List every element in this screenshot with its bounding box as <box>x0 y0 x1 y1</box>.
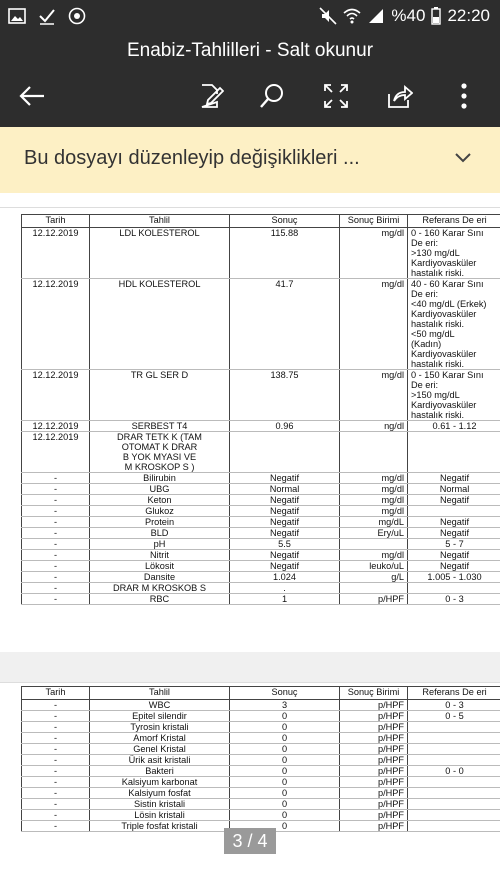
cell-unit: p/HPF <box>340 722 408 733</box>
app-bar <box>0 34 500 127</box>
cell-reference <box>408 777 500 788</box>
wifi-icon <box>343 7 361 25</box>
cell-unit <box>340 539 408 550</box>
cell-reference: 40 - 60 Karar Sını De eri: <40 mg/dL (Erkek) Kardiyovasküler hastalık riski. <50 mg/dL (Kadın) Kardiyovasküler hastalık riski. <box>408 279 500 370</box>
cell-reference <box>408 432 500 473</box>
status-bar <box>0 0 500 34</box>
table-row <box>22 473 500 484</box>
table-row <box>22 561 500 572</box>
more-icon <box>450 82 478 110</box>
cell-reference: Negatif <box>408 528 500 539</box>
cell-date: - <box>22 539 90 550</box>
cell-unit: p/HPF <box>340 799 408 810</box>
cell-test: Ürik asit kristali <box>90 755 230 766</box>
cell-reference: 0.61 - 1.12 <box>408 421 500 432</box>
cell-unit: mg/dl <box>340 370 408 421</box>
cell-unit: mg/dL <box>340 517 408 528</box>
col-tahlil: Tahlil <box>90 687 230 700</box>
cell-reference <box>408 744 500 755</box>
cell-test: SERBEST T4 <box>90 421 230 432</box>
col-referans: Referans De eri <box>408 687 500 700</box>
cell-unit: p/HPF <box>340 777 408 788</box>
cell-unit: mg/dl <box>340 484 408 495</box>
cell-unit: p/HPF <box>340 810 408 821</box>
share-button[interactable] <box>381 78 417 114</box>
cell-date: - <box>22 777 90 788</box>
cell-result: 1 <box>230 594 340 605</box>
cell-test: WBC <box>90 700 230 711</box>
cell-result: 1.024 <box>230 572 340 583</box>
table-row <box>22 799 500 810</box>
page-indicator: 3 / 4 <box>224 828 276 854</box>
cell-date: - <box>22 722 90 733</box>
cell-date: - <box>22 473 90 484</box>
table-row <box>22 788 500 799</box>
cell-test: Lösin kristali <box>90 810 230 821</box>
cell-test: BLD <box>90 528 230 539</box>
cell-date: - <box>22 733 90 744</box>
cell-unit <box>340 583 408 594</box>
cell-unit: leuko/uL <box>340 561 408 572</box>
table-row <box>22 370 500 421</box>
cell-unit: p/HPF <box>340 821 408 832</box>
signal-icon <box>367 7 385 25</box>
cell-unit: p/HPF <box>340 788 408 799</box>
col-tarih: Tarih <box>22 215 90 228</box>
cell-unit: mg/dl <box>340 550 408 561</box>
cell-date: 12.12.2019 <box>22 370 90 421</box>
table-row <box>22 572 500 583</box>
cell-result: 0 <box>230 810 340 821</box>
edit-banner[interactable] <box>0 127 500 193</box>
document-title: Enabiz-Tahlilleri - Salt okunur <box>0 40 500 62</box>
image-icon <box>8 7 26 25</box>
cell-result <box>230 432 340 473</box>
search-button[interactable] <box>254 78 290 114</box>
table-row <box>22 228 500 279</box>
cell-unit: mg/dl <box>340 279 408 370</box>
cell-date: - <box>22 495 90 506</box>
cell-date: - <box>22 528 90 539</box>
table-row <box>22 432 500 473</box>
cell-date: - <box>22 583 90 594</box>
cell-date: - <box>22 572 90 583</box>
cell-date: - <box>22 810 90 821</box>
cell-reference: Negatif <box>408 550 500 561</box>
cell-reference: Negatif <box>408 561 500 572</box>
cell-unit: mg/dl <box>340 506 408 517</box>
cell-reference <box>408 733 500 744</box>
table-row <box>22 777 500 788</box>
col-tahlil: Tahlil <box>90 215 230 228</box>
col-sonuc-birimi: Sonuç Birimi <box>340 215 408 228</box>
clock: 22:20 <box>447 6 490 26</box>
table-row <box>22 594 500 605</box>
cell-result: Negatif <box>230 528 340 539</box>
cell-reference <box>408 755 500 766</box>
cell-reference <box>408 810 500 821</box>
cell-test: HDL KOLESTEROL <box>90 279 230 370</box>
table-row <box>22 722 500 733</box>
cell-unit: mg/dl <box>340 495 408 506</box>
cell-reference <box>408 583 500 594</box>
back-arrow-icon <box>18 82 46 110</box>
table-row <box>22 711 500 722</box>
cell-date: - <box>22 506 90 517</box>
edit-icon <box>196 82 224 110</box>
cell-reference <box>408 821 500 832</box>
cell-date: - <box>22 700 90 711</box>
cell-test: Lökosit <box>90 561 230 572</box>
table-row <box>22 484 500 495</box>
cell-test: LDL KOLESTEROL <box>90 228 230 279</box>
chevron-down-icon[interactable] <box>454 149 472 167</box>
lab-results-table-1 <box>21 214 500 605</box>
cell-result: Negatif <box>230 473 340 484</box>
cell-date: 12.12.2019 <box>22 432 90 473</box>
table-header <box>22 215 500 228</box>
table-row <box>22 279 500 370</box>
cell-reference: Normal <box>408 484 500 495</box>
cell-result: 0 <box>230 733 340 744</box>
cell-date: - <box>22 744 90 755</box>
cell-unit: p/HPF <box>340 766 408 777</box>
cell-unit: p/HPF <box>340 711 408 722</box>
cell-result: 0 <box>230 722 340 733</box>
cell-unit: p/HPF <box>340 700 408 711</box>
cell-test: Epitel silendir <box>90 711 230 722</box>
cell-date: - <box>22 788 90 799</box>
cell-date: 12.12.2019 <box>22 421 90 432</box>
cell-reference <box>408 799 500 810</box>
cell-date: - <box>22 711 90 722</box>
table-row <box>22 506 500 517</box>
cell-result: Negatif <box>230 495 340 506</box>
cell-unit <box>340 432 408 473</box>
edit-button[interactable] <box>192 78 228 114</box>
cell-result: 0 <box>230 777 340 788</box>
table-row <box>22 528 500 539</box>
cell-reference: 5 - 7 <box>408 539 500 550</box>
cell-reference: 0 - 3 <box>408 594 500 605</box>
cell-reference: Negatif <box>408 473 500 484</box>
cell-result: 3 <box>230 700 340 711</box>
cell-reference <box>408 722 500 733</box>
cell-test: DRAR TETK K (TAM OTOMAT K DRAR B YOK MYASI VE M KROSKOP S ) <box>90 432 230 473</box>
cell-result: . <box>230 583 340 594</box>
cell-unit: ng/dl <box>340 421 408 432</box>
cell-test: Protein <box>90 517 230 528</box>
cell-result: 115.88 <box>230 228 340 279</box>
more-options-button[interactable] <box>446 78 482 114</box>
cell-date: - <box>22 766 90 777</box>
cell-unit: Ery/uL <box>340 528 408 539</box>
cell-test: RBC <box>90 594 230 605</box>
cell-result: 0 <box>230 766 340 777</box>
cell-unit: p/HPF <box>340 755 408 766</box>
table-row <box>22 495 500 506</box>
cell-result: 0 <box>230 755 340 766</box>
cell-test: Bakteri <box>90 766 230 777</box>
share-icon <box>385 82 413 110</box>
back-button[interactable] <box>14 78 50 114</box>
cell-unit: p/HPF <box>340 744 408 755</box>
cell-test: TR GL SER D <box>90 370 230 421</box>
battery-percent: %40 <box>391 6 425 26</box>
cell-reference: 0 - 160 Karar Sını De eri: >130 mg/dL Kardiyovasküler hastalık riski. <box>408 228 500 279</box>
table-row <box>22 539 500 550</box>
cell-date: - <box>22 550 90 561</box>
table-row <box>22 700 500 711</box>
cell-reference: 1.005 - 1.030 <box>408 572 500 583</box>
col-sonuc: Sonuç <box>230 215 340 228</box>
cell-test: Triple fosfat kristali <box>90 821 230 832</box>
cell-reference: 0 - 0 <box>408 766 500 777</box>
cell-reference: Negatif <box>408 517 500 528</box>
table-row <box>22 766 500 777</box>
table-row <box>22 517 500 528</box>
cell-date: 12.12.2019 <box>22 279 90 370</box>
cell-date: - <box>22 799 90 810</box>
cell-result: Negatif <box>230 517 340 528</box>
cell-unit: g/L <box>340 572 408 583</box>
cell-test: Tyrosin kristali <box>90 722 230 733</box>
cell-test: Bilirubin <box>90 473 230 484</box>
cell-result: 41.7 <box>230 279 340 370</box>
col-tarih: Tarih <box>22 687 90 700</box>
cell-result: 0 <box>230 788 340 799</box>
table-row <box>22 744 500 755</box>
cell-unit: p/HPF <box>340 733 408 744</box>
cell-test: Glukoz <box>90 506 230 517</box>
table-header <box>22 687 500 700</box>
cell-reference: 0 - 5 <box>408 711 500 722</box>
cell-reference <box>408 788 500 799</box>
cell-result: 0.96 <box>230 421 340 432</box>
cell-date: - <box>22 517 90 528</box>
cell-test: Nitrit <box>90 550 230 561</box>
cell-result: 0 <box>230 744 340 755</box>
table-row <box>22 755 500 766</box>
cell-result: Negatif <box>230 561 340 572</box>
table-row <box>22 550 500 561</box>
cell-unit: p/HPF <box>340 594 408 605</box>
lab-results-table-2 <box>21 686 500 832</box>
cell-reference: 0 - 150 Karar Sını De eri: >150 mg/dL Kardiyovasküler hastalık riski. <box>408 370 500 421</box>
search-icon <box>258 82 286 110</box>
col-sonuc: Sonuç <box>230 687 340 700</box>
cell-reference: Negatif <box>408 495 500 506</box>
col-referans: Referans De eri <box>408 215 500 228</box>
cell-test: Kalsiyum karbonat <box>90 777 230 788</box>
cell-unit: mg/dl <box>340 473 408 484</box>
cell-result: Normal <box>230 484 340 495</box>
cell-unit: mg/dl <box>340 228 408 279</box>
col-sonuc-birimi: Sonuç Birimi <box>340 687 408 700</box>
cell-reference: 0 - 3 <box>408 700 500 711</box>
cell-result: Negatif <box>230 506 340 517</box>
cell-reference <box>408 506 500 517</box>
cell-test: Kalsiyum fosfat <box>90 788 230 799</box>
cell-test: Amorf Kristal <box>90 733 230 744</box>
cell-result: 0 <box>230 799 340 810</box>
fullscreen-button[interactable] <box>318 78 354 114</box>
cell-result: 0 <box>230 821 340 832</box>
table-row <box>22 583 500 594</box>
cell-date: - <box>22 821 90 832</box>
cell-test: UBG <box>90 484 230 495</box>
check-icon <box>38 7 56 25</box>
chrome-icon <box>68 7 86 25</box>
banner-text: Bu dosyayı düzenleyip değişiklikleri ... <box>24 147 360 170</box>
cell-test: DRAR M KROSKOB S <box>90 583 230 594</box>
cell-test: pH <box>90 539 230 550</box>
cell-date: - <box>22 561 90 572</box>
cell-test: Genel Kristal <box>90 744 230 755</box>
cell-test: Dansite <box>90 572 230 583</box>
mute-icon <box>319 7 337 25</box>
cell-result: 0 <box>230 711 340 722</box>
battery-icon <box>431 7 441 25</box>
cell-result: 5.5 <box>230 539 340 550</box>
table-row <box>22 421 500 432</box>
cell-date: - <box>22 594 90 605</box>
cell-test: Keton <box>90 495 230 506</box>
cell-result: Negatif <box>230 550 340 561</box>
cell-date: 12.12.2019 <box>22 228 90 279</box>
table-row <box>22 733 500 744</box>
table-row <box>22 810 500 821</box>
cell-test: Sistin kristali <box>90 799 230 810</box>
cell-result: 138.75 <box>230 370 340 421</box>
page-separator <box>0 652 500 682</box>
cell-date: - <box>22 755 90 766</box>
fullscreen-icon <box>322 82 350 110</box>
cell-date: - <box>22 484 90 495</box>
